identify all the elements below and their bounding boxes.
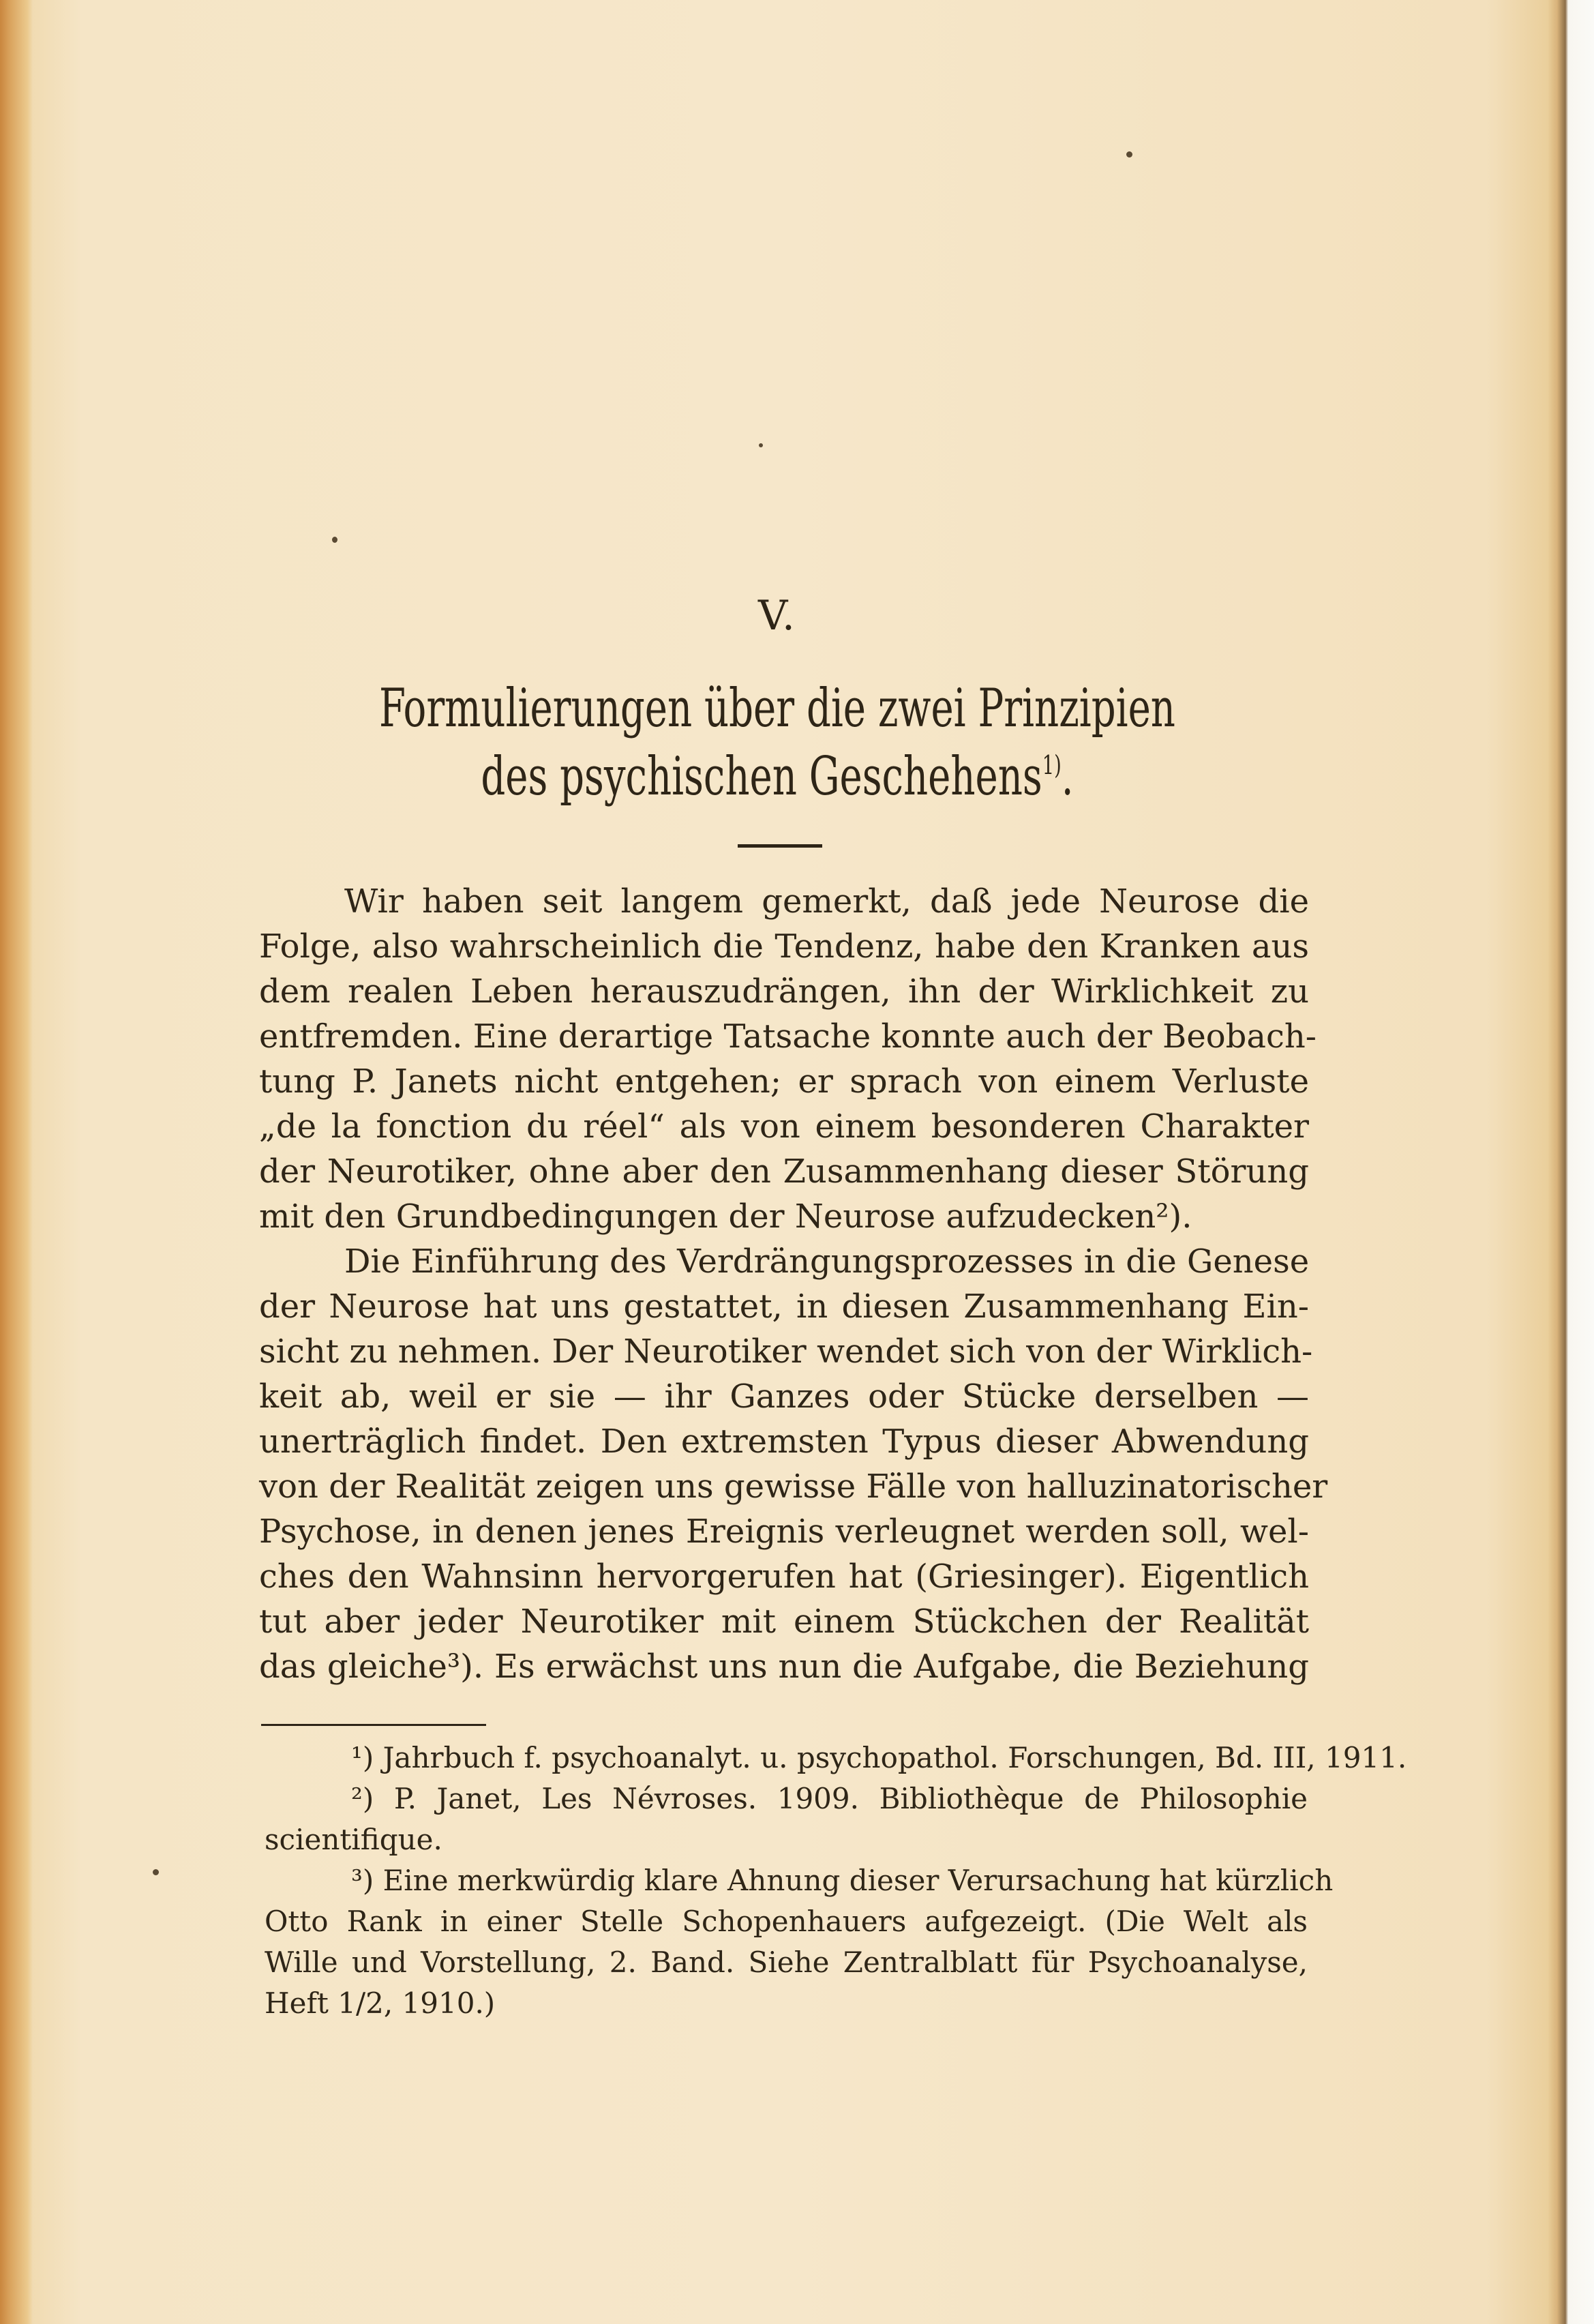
chapter-title-line-2: des psychischen Geschehens$^{1)}$.: [481, 746, 1074, 807]
title-rule: [738, 844, 822, 848]
body-line: entfremden. Eine derartige Tatsache konnte auch der Beobach-: [259, 1017, 1317, 1056]
footnote-3: ³) Eine merkwürdig klare Ahnung dieser Verursachung hat kürzlich: [351, 1864, 1334, 1897]
chapter-title-line-2-text: des psychischen Geschehens: [481, 746, 1042, 807]
footnote-3-cont: Otto Rank in einer Stelle Schopenhauers aufgezeigt. (Die Welt als: [265, 1905, 1308, 1938]
body-line: unerträglich findet. Den extremsten Typus dieser Abwendung: [259, 1422, 1309, 1461]
page-gutter-shadow: [0, 0, 33, 2324]
body-line: Die Einführung des Verdrängungsprozesses in die Genese: [344, 1242, 1310, 1281]
body-line: das gleiche³). Es erwächst uns nun die Aufgabe, die Beziehung: [259, 1648, 1309, 1686]
body-line: der Neurose hat uns gestattet, in diesen Zusammenhang Ein-: [259, 1287, 1309, 1326]
body-line: sicht zu nehmen. Der Neurotiker wendet sich von der Wirklich-: [259, 1332, 1313, 1371]
footnote-2-cont: scientifique.: [265, 1823, 442, 1856]
body-line: keit ab, weil er sie — ihr Ganzes oder Stücke derselben —: [259, 1377, 1309, 1416]
body-line: von der Realität zeigen uns gewisse Fälle von halluzinatorischer: [259, 1468, 1328, 1506]
body-line: Psychose, in denen jenes Ereignis verleugnet werden soll, wel-: [259, 1513, 1309, 1551]
body-line: tut aber jeder Neurotiker mit einem Stückchen der Realität: [259, 1603, 1309, 1641]
body-line: ches den Wahnsinn hervorgerufen hat (Griesinger). Eigentlich: [259, 1558, 1309, 1596]
body-line: Folge, also wahrscheinlich die Tendenz, habe den Kranken aus: [259, 927, 1309, 966]
body-line: der Neurotiker, ohne aber den Zusammenhang dieser Störung: [259, 1152, 1309, 1191]
paper-speck: [759, 443, 763, 447]
page-edge: [1548, 0, 1568, 2324]
footnote-separator: [261, 1724, 486, 1726]
body-line: „de la fonction du réel“ als von einem besonderen Charakter: [259, 1107, 1309, 1146]
title-footnote-marker: 1): [1042, 750, 1062, 780]
paper-speck: [332, 537, 337, 543]
body-line: dem realen Leben herauszudrängen, ihn der Wirklichkeit zu: [259, 972, 1309, 1011]
body-line: mit den Grundbedingungen der Neurose aufzudecken²).: [259, 1197, 1192, 1236]
paper-speck: [1126, 151, 1132, 158]
chapter-title-line-1: Formulierungen über die zwei Prinzipien: [379, 678, 1175, 739]
footnote-3-cont: Heft 1/2, 1910.): [265, 1986, 496, 2020]
paper-speck: [153, 1869, 159, 1875]
chapter-number: V.: [758, 592, 796, 640]
body-line: Wir haben seit langem gemerkt, daß jede Neurose die: [344, 882, 1309, 921]
footnote-2: ²) P. Janet, Les Névroses. 1909. Bibliothèque de Philosophie: [351, 1782, 1308, 1815]
body-line: tung P. Janets nicht entgehen; er sprach von einem Verluste: [259, 1062, 1309, 1101]
footnote-1: ¹) Jahrbuch f. psychoanalyt. u. psychopathol. Forschungen, Bd. III, 1911.: [351, 1741, 1407, 1774]
footnote-3-cont: Wille und Vorstellung, 2. Band. Siehe Zentralblatt für Psychoanalyse,: [265, 1946, 1308, 1979]
